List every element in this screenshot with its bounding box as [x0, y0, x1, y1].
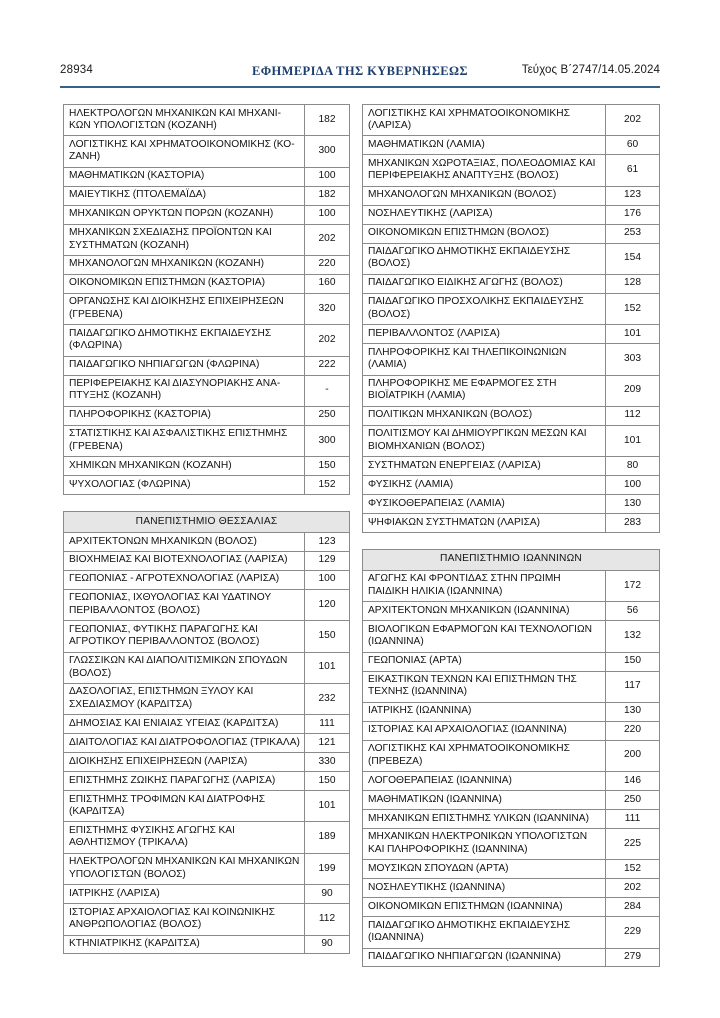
table-row: [64, 683, 350, 714]
department-intake-value: 320: [305, 293, 350, 324]
table-row: [64, 224, 350, 255]
table-row: [64, 425, 350, 456]
department-intake-value: 229: [606, 917, 660, 948]
department-name: ΟΙΚΟΝΟΜΙΚΩΝ ΕΠΙΣΤΗΜΩΝ (ΙΩΑΝΝΙΝΑ): [363, 898, 606, 917]
table-row: [64, 904, 350, 935]
department-name: ΠΑΙΔΑΓΩΓΙΚΟ ΕΙΔΙΚΗΣ ΑΓΩΓΗΣ (ΒΟΛΟΣ): [363, 274, 606, 293]
department-name: ΟΙΚΟΝΟΜΙΚΩΝ ΕΠΙΣΤΗΜΩΝ (ΒΟΛΟΣ): [363, 224, 606, 243]
department-intake-value: 61: [606, 155, 660, 186]
department-name: ΨΥΧΟΛΟΓΙΑΣ (ΦΛΩΡΙΝΑ): [64, 476, 305, 495]
table-row: [363, 274, 660, 293]
table-row: [64, 935, 350, 954]
department-intake-value: 101: [606, 325, 660, 344]
department-name: ΙΑΤΡΙΚΗΣ (ΛΑΡΙΣΑ): [64, 885, 305, 904]
department-intake-value: 101: [606, 425, 660, 456]
table-row: [363, 105, 660, 136]
department-intake-value: 80: [606, 457, 660, 476]
table-row: [64, 457, 350, 476]
department-name: ΔΑΣΟΛΟΓΙΑΣ, ΕΠΙΣΤΗΜΩΝ ΞΥΛΟΥ ΚΑΙ ΣΧΕΔΙΑΣΜΟΥ (ΚΑΡΔΙΤΣΑ): [64, 683, 305, 714]
department-intake-value: 189: [305, 822, 350, 853]
department-intake-value: 284: [606, 898, 660, 917]
department-intake-value: 150: [305, 457, 350, 476]
department-name: ΠΕΡΙΦΕΡΕΙΑΚΗΣ ΚΑΙ ΔΙΑΣΥΝΟΡΙΑΚΗΣ ΑΝΑ-ΠΤΥΞΗΣ (ΚΟΖΑΝΗ): [64, 375, 305, 406]
department-intake-value: 202: [606, 105, 660, 136]
department-name: ΠΟΛΙΤΙΣΜΟΥ ΚΑΙ ΔΗΜΙΟΥΡΓΙΚΩΝ ΜΕΣΩΝ ΚΑΙ ΒΙΟΜΗΧΑΝΙΩΝ (ΒΟΛΟΣ): [363, 425, 606, 456]
department-intake-value: 160: [305, 274, 350, 293]
department-intake-value: 111: [305, 715, 350, 734]
table-university-thessalia: [63, 511, 350, 954]
department-intake-value: 129: [305, 551, 350, 570]
department-name: ΕΠΙΣΤΗΜΗΣ ΦΥΣΙΚΗΣ ΑΓΩΓΗΣ ΚΑΙ ΑΘΛΗΤΙΣΜΟΥ (ΤΡΙΚΑΛΑ): [64, 822, 305, 853]
table-row: [64, 476, 350, 495]
table-row: [363, 186, 660, 205]
department-intake-value: 90: [305, 935, 350, 954]
department-name: ΠΑΙΔΑΓΩΓΙΚΟ ΝΗΠΙΑΓΩΓΩΝ (ΙΩΑΝΝΙΝΑ): [363, 948, 606, 967]
department-name: ΛΟΓΙΣΤΙΚΗΣ ΚΑΙ ΧΡΗΜΑΤΟΟΙΚΟΝΟΜΙΚΗΣ (ΚΟ-ΖΑΝΗ): [64, 136, 305, 167]
section-header-row: [64, 512, 350, 533]
page-number: 28934: [60, 64, 93, 76]
table-row: [363, 828, 660, 859]
table-university-ioannina: [362, 549, 660, 968]
header-divider-rule: [60, 86, 660, 88]
department-name: ΛΟΓΙΣΤΙΚΗΣ ΚΑΙ ΧΡΗΜΑΤΟΟΙΚΟΝΟΜΙΚΗΣ (ΠΡΕΒΕΖΑ): [363, 740, 606, 771]
department-name: ΓΛΩΣΣΙΚΩΝ ΚΑΙ ΔΙΑΠΟΛΙΤΙΣΜΙΚΩΝ ΣΠΟΥΔΩΝ (ΒΟΛΟΣ): [64, 652, 305, 683]
gazette-masthead: ΕΦΗΜΕΡΙΔΑ ΤΗΣ ΚΥΒΕΡΝΗΣΕΩΣ: [252, 64, 468, 78]
department-intake-value: 150: [305, 772, 350, 791]
table-row: [64, 533, 350, 552]
department-name: ΜΑΘΗΜΑΤΙΚΩΝ (ΙΩΑΝΝΙΝΑ): [363, 791, 606, 810]
department-name: ΣΤΑΤΙΣΤΙΚΗΣ ΚΑΙ ΑΣΦΑΛΙΣΤΙΚΗΣ ΕΠΙΣΤΗΜΗΣ (ΓΡΕΒΕΝΑ): [64, 425, 305, 456]
department-intake-value: 123: [606, 186, 660, 205]
table-row: [64, 885, 350, 904]
department-name: ΠΛΗΡΟΦΟΡΙΚΗΣ ΚΑΙ ΤΗΛΕΠΙΚΟΙΝΩΝΙΩΝ (ΛΑΜΙΑ): [363, 344, 606, 375]
department-intake-value: 150: [305, 621, 350, 652]
department-name: ΠΟΛΙΤΙΚΩΝ ΜΗΧΑΝΙΚΩΝ (ΒΟΛΟΣ): [363, 406, 606, 425]
department-name: ΗΛΕΚΤΡΟΛΟΓΩΝ ΜΗΧΑΝΙΚΩΝ ΚΑΙ ΜΗΧΑΝΙΚΩΝ ΥΠΟΛΟΓΙΣΤΩΝ (ΒΟΛΟΣ): [64, 853, 305, 884]
table-row: [363, 652, 660, 671]
department-intake-value: 128: [606, 274, 660, 293]
department-name: ΔΗΜΟΣΙΑΣ ΚΑΙ ΕΝΙΑΙΑΣ ΥΓΕΙΑΣ (ΚΑΡΔΙΤΣΑ): [64, 715, 305, 734]
department-intake-value: 300: [305, 425, 350, 456]
table-row: [363, 740, 660, 771]
department-name: ΛΟΓΙΣΤΙΚΗΣ ΚΑΙ ΧΡΗΜΑΤΟΟΙΚΟΝΟΜΙΚΗΣ (ΛΑΡΙΣΑ): [363, 105, 606, 136]
department-name: ΓΕΩΠΟΝΙΑΣ, ΦΥΤΙΚΗΣ ΠΑΡΑΓΩΓΗΣ ΚΑΙ ΑΓΡΟΤΙΚΟΥ ΠΕΡΙΒΑΛΛΟΝΤΟΣ (ΒΟΛΟΣ): [64, 621, 305, 652]
department-intake-value: 222: [305, 356, 350, 375]
department-name: ΕΠΙΣΤΗΜΗΣ ΤΡΟΦΙΜΩΝ ΚΑΙ ΔΙΑΤΡΟΦΗΣ (ΚΑΡΔΙΤΣΑ): [64, 791, 305, 822]
department-intake-value: 202: [305, 224, 350, 255]
department-name: ΠΑΙΔΑΓΩΓΙΚΟ ΔΗΜΟΤΙΚΗΣ ΕΚΠΑΙΔΕΥΣΗΣ (ΒΟΛΟΣ): [363, 243, 606, 274]
department-name: ΚΤΗΝΙΑΤΡΙΚΗΣ (ΚΑΡΔΙΤΣΑ): [64, 935, 305, 954]
table-row: [363, 476, 660, 495]
table-row: [64, 205, 350, 224]
table-row: [64, 551, 350, 570]
department-intake-value: 152: [606, 860, 660, 879]
table-row: [64, 715, 350, 734]
table-row: [363, 136, 660, 155]
table-row: [363, 721, 660, 740]
table-row: [363, 860, 660, 879]
table-row: [363, 224, 660, 243]
department-intake-value: 123: [305, 533, 350, 552]
table-body: [64, 533, 350, 954]
department-name: ΠΛΗΡΟΦΟΡΙΚΗΣ ΜΕ ΕΦΑΡΜΟΓΕΣ ΣΤΗ ΒΙΟΪΑΤΡΙΚΗ (ΛΑΜΙΑ): [363, 375, 606, 406]
table-row: [64, 570, 350, 589]
table-row: [363, 514, 660, 533]
table-row: [363, 917, 660, 948]
department-intake-value: 121: [305, 734, 350, 753]
department-name: ΨΗΦΙΑΚΩΝ ΣΥΣΤΗΜΑΤΩΝ (ΛΑΡΙΣΑ): [363, 514, 606, 533]
department-name: ΑΡΧΙΤΕΚΤΟΝΩΝ ΜΗΧΑΝΙΚΩΝ (ΒΟΛΟΣ): [64, 533, 305, 552]
table-row: [64, 325, 350, 356]
department-name: ΠΑΙΔΑΓΩΓΙΚΟ ΠΡΟΣΧΟΛΙΚΗΣ ΕΚΠΑΙΔΕΥΣΗΣ (ΒΟΛΟΣ): [363, 293, 606, 324]
table-continued-departments: [63, 104, 350, 495]
table-body: [363, 105, 660, 533]
department-name: ΜΗΧΑΝΙΚΩΝ ΕΠΙΣΤΗΜΗΣ ΥΛΙΚΩΝ (ΙΩΑΝΝΙΝΑ): [363, 810, 606, 829]
table-row: [64, 255, 350, 274]
table-row: [64, 822, 350, 853]
table-row: [363, 772, 660, 791]
table-row: [363, 602, 660, 621]
section-title-ioannina: ΠΑΝΕΠΙΣΤΗΜΙΟ ΙΩΑΝΝΙΝΩΝ: [363, 549, 660, 570]
table-row: [64, 136, 350, 167]
table-row: [64, 167, 350, 186]
department-intake-value: 182: [305, 186, 350, 205]
department-intake-value: 150: [606, 652, 660, 671]
department-intake-value: 283: [606, 514, 660, 533]
issue-reference: Τεύχος Β΄2747/14.05.2024: [521, 64, 660, 76]
department-name: ΠΑΙΔΑΓΩΓΙΚΟ ΔΗΜΟΤΙΚΗΣ ΕΚΠΑΙΔΕΥΣΗΣ (ΙΩΑΝΝΙΝΑ): [363, 917, 606, 948]
department-name: ΛΟΓΟΘΕΡΑΠΕΙΑΣ (ΙΩΑΝΝΙΝΑ): [363, 772, 606, 791]
table-row: [64, 356, 350, 375]
table-row: [64, 105, 350, 136]
table-row: [363, 570, 660, 601]
department-name: ΠΕΡΙΒΑΛΛΟΝΤΟΣ (ΛΑΡΙΣΑ): [363, 325, 606, 344]
table-row: [363, 898, 660, 917]
department-intake-value: 100: [305, 570, 350, 589]
department-intake-value: 120: [305, 589, 350, 620]
department-intake-value: 146: [606, 772, 660, 791]
table-row: [363, 671, 660, 702]
table-body: [64, 105, 350, 495]
table-row: [363, 810, 660, 829]
table-row: [363, 375, 660, 406]
department-name: ΜΗΧΑΝΙΚΩΝ ΣΧΕΔΙΑΣΗΣ ΠΡΟΪΟΝΤΩΝ ΚΑΙ ΣΥΣΤΗΜΑΤΩΝ (ΚΟΖΑΝΗ): [64, 224, 305, 255]
department-name: ΦΥΣΙΚΗΣ (ΛΑΜΙΑ): [363, 476, 606, 495]
department-intake-value: 220: [305, 255, 350, 274]
department-name: ΕΠΙΣΤΗΜΗΣ ΖΩΙΚΗΣ ΠΑΡΑΓΩΓΗΣ (ΛΑΡΙΣΑ): [64, 772, 305, 791]
department-intake-value: 101: [305, 791, 350, 822]
table-row: [64, 772, 350, 791]
table-head: [363, 549, 660, 570]
table-row: [363, 791, 660, 810]
department-name: ΓΕΩΠΟΝΙΑΣ - ΑΓΡΟΤΕΧΝΟΛΟΓΙΑΣ (ΛΑΡΙΣΑ): [64, 570, 305, 589]
department-name: ΜΗΧΑΝΙΚΩΝ ΟΡΥΚΤΩΝ ΠΟΡΩΝ (ΚΟΖΑΝΗ): [64, 205, 305, 224]
department-intake-value: 232: [305, 683, 350, 714]
department-intake-value: 250: [606, 791, 660, 810]
department-name: ΒΙΟΛΟΓΙΚΩΝ ΕΦΑΡΜΟΓΩΝ ΚΑΙ ΤΕΧΝΟΛΟΓΙΩΝ (ΙΩΑΝΝΙΝΑ): [363, 621, 606, 652]
department-name: ΠΑΙΔΑΓΩΓΙΚΟ ΝΗΠΙΑΓΩΓΩΝ (ΦΛΩΡΙΝΑ): [64, 356, 305, 375]
department-intake-value: 130: [606, 495, 660, 514]
department-intake-value: 220: [606, 721, 660, 740]
department-name: ΝΟΣΗΛΕΥΤΙΚΗΣ (ΙΩΑΝΝΙΝΑ): [363, 879, 606, 898]
department-intake-value: 182: [305, 105, 350, 136]
department-intake-value: 279: [606, 948, 660, 967]
table-row: [363, 879, 660, 898]
department-name: ΜΗΧΑΝΙΚΩΝ ΧΩΡΟΤΑΞΙΑΣ, ΠΟΛΕΟΔΟΜΙΑΣ ΚΑΙ ΠΕΡΙΦΕΡΕΙΑΚΗΣ ΑΝΑΠΤΥΞΗΣ (ΒΟΛΟΣ): [363, 155, 606, 186]
table-row: [363, 325, 660, 344]
table-row: [64, 274, 350, 293]
table-row: [64, 293, 350, 324]
department-intake-value: 111: [606, 810, 660, 829]
department-name: ΟΡΓΑΝΩΣΗΣ ΚΑΙ ΔΙΟΙΚΗΣΗΣ ΕΠΙΧΕΙΡΗΣΕΩΝ (ΓΡΕΒΕΝΑ): [64, 293, 305, 324]
table-row: [64, 753, 350, 772]
table-row: [64, 791, 350, 822]
table-row: [363, 425, 660, 456]
table-row: [363, 243, 660, 274]
table-row: [363, 495, 660, 514]
department-name: ΜΗΧΑΝΙΚΩΝ ΗΛΕΚΤΡΟΝΙΚΩΝ ΥΠΟΛΟΓΙΣΤΩΝ ΚΑΙ ΠΛΗΡΟΦΟΡΙΚΗΣ (ΙΩΑΝΝΙΝΑ): [363, 828, 606, 859]
department-intake-value: 250: [305, 406, 350, 425]
department-name: ΑΓΩΓΗΣ ΚΑΙ ΦΡΟΝΤΙΔΑΣ ΣΤΗΝ ΠΡΩΙΜΗ ΠΑΙΔΙΚΗ ΗΛΙΚΙΑ (ΙΩΑΝΝΙΝΑ): [363, 570, 606, 601]
department-name: ΝΟΣΗΛΕΥΤΙΚΗΣ (ΛΑΡΙΣΑ): [363, 205, 606, 224]
department-intake-value: 100: [305, 167, 350, 186]
department-intake-value: 202: [606, 879, 660, 898]
department-intake-value: 330: [305, 753, 350, 772]
department-name: ΠΑΙΔΑΓΩΓΙΚΟ ΔΗΜΟΤΙΚΗΣ ΕΚΠΑΙΔΕΥΣΗΣ (ΦΛΩΡΙΝΑ): [64, 325, 305, 356]
department-name: ΔΙΑΙΤΟΛΟΓΙΑΣ ΚΑΙ ΔΙΑΤΡΟΦΟΛΟΓΙΑΣ (ΤΡΙΚΑΛΑ): [64, 734, 305, 753]
table-body: [363, 570, 660, 967]
table-row: [64, 406, 350, 425]
department-name: ΙΣΤΟΡΙΑΣ ΑΡΧΑΙΟΛΟΓΙΑΣ ΚΑΙ ΚΟΙΝΩΝΙΚΗΣ ΑΝΘΡΩΠΟΛΟΓΙΑΣ (ΒΟΛΟΣ): [64, 904, 305, 935]
department-name: ΓΕΩΠΟΝΙΑΣ (ΑΡΤΑ): [363, 652, 606, 671]
table-row: [363, 948, 660, 967]
department-name: ΜΑΘΗΜΑΤΙΚΩΝ (ΚΑΣΤΟΡΙΑ): [64, 167, 305, 186]
department-intake-value: 154: [606, 243, 660, 274]
department-intake-value: 90: [305, 885, 350, 904]
table-row: [64, 186, 350, 205]
department-intake-value: 112: [305, 904, 350, 935]
table-row: [363, 406, 660, 425]
department-intake-value: 100: [606, 476, 660, 495]
department-name: ΙΣΤΟΡΙΑΣ ΚΑΙ ΑΡΧΑΙΟΛΟΓΙΑΣ (ΙΩΑΝΝΙΝΑ): [363, 721, 606, 740]
department-intake-value: 300: [305, 136, 350, 167]
department-intake-value: 56: [606, 602, 660, 621]
department-name: ΙΑΤΡΙΚΗΣ (ΙΩΑΝΝΙΝΑ): [363, 702, 606, 721]
department-name: ΜΑΘΗΜΑΤΙΚΩΝ (ΛΑΜΙΑ): [363, 136, 606, 155]
department-intake-value: 199: [305, 853, 350, 884]
department-name: ΕΙΚΑΣΤΙΚΩΝ ΤΕΧΝΩΝ ΚΑΙ ΕΠΙΣΤΗΜΩΝ ΤΗΣ ΤΕΧΝΗΣ (ΙΩΑΝΝΙΝΑ): [363, 671, 606, 702]
table-row: [64, 621, 350, 652]
table-row: [363, 702, 660, 721]
table-row: [64, 589, 350, 620]
department-name: ΜΟΥΣΙΚΩΝ ΣΠΟΥΔΩΝ (ΑΡΤΑ): [363, 860, 606, 879]
department-name: ΒΙΟΧΗΜΕΙΑΣ ΚΑΙ ΒΙΟΤΕΧΝΟΛΟΓΙΑΣ (ΛΑΡΙΣΑ): [64, 551, 305, 570]
table-row: [64, 734, 350, 753]
department-intake-value: 202: [305, 325, 350, 356]
department-intake-value: 132: [606, 621, 660, 652]
department-intake-value: 60: [606, 136, 660, 155]
department-name: ΑΡΧΙΤΕΚΤΟΝΩΝ ΜΗΧΑΝΙΚΩΝ (ΙΩΑΝΝΙΝΑ): [363, 602, 606, 621]
table-head: [64, 512, 350, 533]
table-row: [363, 457, 660, 476]
table-thessalia-continued: [362, 104, 660, 533]
table-row: [363, 155, 660, 186]
department-name: ΜΗΧΑΝΟΛΟΓΩΝ ΜΗΧΑΝΙΚΩΝ (ΚΟΖΑΝΗ): [64, 255, 305, 274]
table-row: [363, 205, 660, 224]
department-intake-value: 152: [305, 476, 350, 495]
table-row: [64, 853, 350, 884]
department-name: ΦΥΣΙΚΟΘΕΡΑΠΕΙΑΣ (ΛΑΜΙΑ): [363, 495, 606, 514]
section-header-row: [363, 549, 660, 570]
table-row: [363, 621, 660, 652]
table-row: [363, 344, 660, 375]
department-intake-value: 176: [606, 205, 660, 224]
department-intake-value: 200: [606, 740, 660, 771]
department-name: ΠΛΗΡΟΦΟΡΙΚΗΣ (ΚΑΣΤΟΡΙΑ): [64, 406, 305, 425]
department-intake-value: 172: [606, 570, 660, 601]
department-intake-value: 130: [606, 702, 660, 721]
department-name: ΜΗΧΑΝΟΛΟΓΩΝ ΜΗΧΑΝΙΚΩΝ (ΒΟΛΟΣ): [363, 186, 606, 205]
department-name: ΣΥΣΤΗΜΑΤΩΝ ΕΝΕΡΓΕΙΑΣ (ΛΑΡΙΣΑ): [363, 457, 606, 476]
department-name: ΧΗΜΙΚΩΝ ΜΗΧΑΝΙΚΩΝ (ΚΟΖΑΝΗ): [64, 457, 305, 476]
department-intake-value: 303: [606, 344, 660, 375]
section-title-thessalia: ΠΑΝΕΠΙΣΤΗΜΙΟ ΘΕΣΣΑΛΙΑΣ: [64, 512, 350, 533]
department-name: ΜΑΙΕΥΤΙΚΗΣ (ΠΤΟΛΕΜΑΪΔΑ): [64, 186, 305, 205]
running-head: [60, 62, 660, 88]
department-intake-value: 117: [606, 671, 660, 702]
table-row: [64, 375, 350, 406]
department-name: ΟΙΚΟΝΟΜΙΚΩΝ ΕΠΙΣΤΗΜΩΝ (ΚΑΣΤΟΡΙΑ): [64, 274, 305, 293]
left-column: [63, 104, 349, 970]
right-column: [362, 104, 659, 983]
table-row: [64, 652, 350, 683]
department-name: ΓΕΩΠΟΝΙΑΣ, ΙΧΘΥΟΛΟΓΙΑΣ ΚΑΙ ΥΔΑΤΙΝΟΥ ΠΕΡΙΒΑΛΛΟΝΤΟΣ (ΒΟΛΟΣ): [64, 589, 305, 620]
department-intake-value: 225: [606, 828, 660, 859]
department-intake-value: 100: [305, 205, 350, 224]
department-intake-value: 253: [606, 224, 660, 243]
department-intake-value: 101: [305, 652, 350, 683]
department-name: ΔΙΟΙΚΗΣΗΣ ΕΠΙΧΕΙΡΗΣΕΩΝ (ΛΑΡΙΣΑ): [64, 753, 305, 772]
department-intake-value: -: [305, 375, 350, 406]
department-intake-value: 112: [606, 406, 660, 425]
department-name: ΗΛΕΚΤΡΟΛΟΓΩΝ ΜΗΧΑΝΙΚΩΝ ΚΑΙ ΜΗΧΑΝΙ-ΚΩΝ ΥΠΟΛΟΓΙΣΤΩΝ (ΚΟΖΑΝΗ): [64, 105, 305, 136]
table-row: [363, 293, 660, 324]
department-intake-value: 209: [606, 375, 660, 406]
department-intake-value: 152: [606, 293, 660, 324]
